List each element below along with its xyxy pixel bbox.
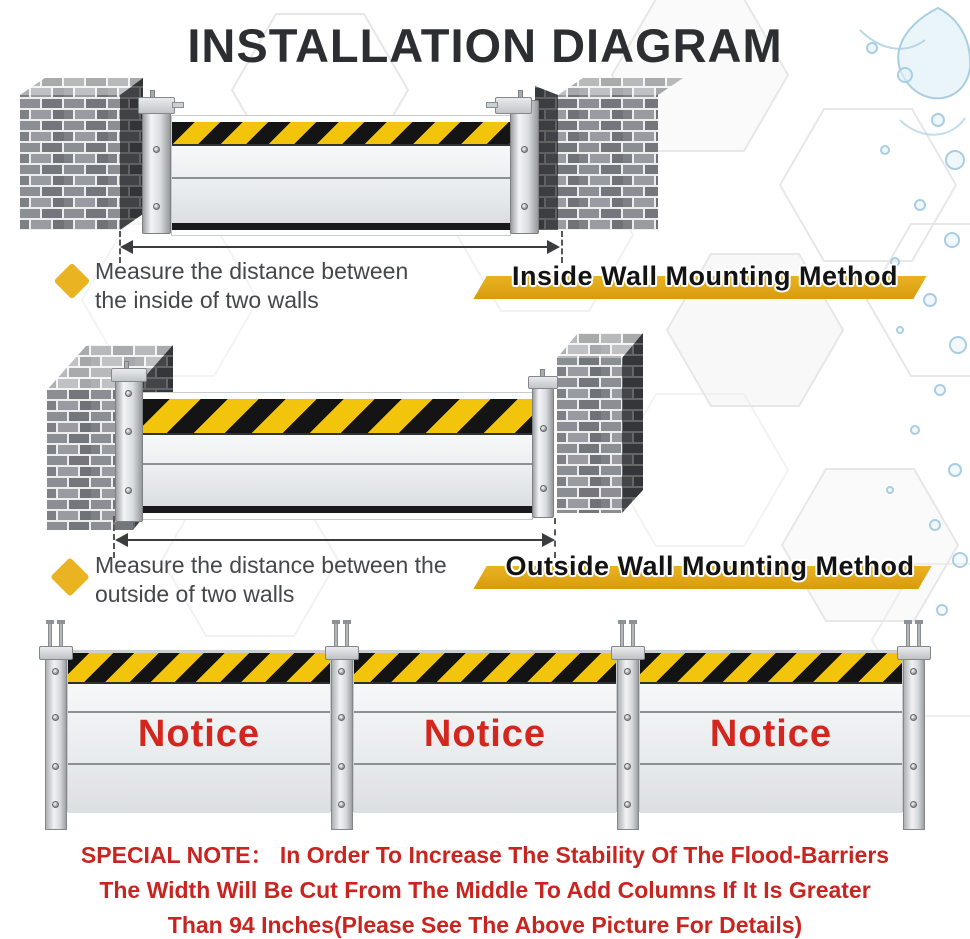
screw-icon: [52, 714, 59, 721]
stud-cap: [343, 620, 351, 624]
screw-icon: [910, 714, 917, 721]
rail-bracket: [138, 97, 175, 114]
measurement-arrow: [126, 539, 544, 541]
outside-caption: [95, 551, 447, 609]
screw-icon: [910, 763, 917, 770]
special-note-line: The Width Will Be Cut From The Middle To Add Columns If It Is Greater: [99, 877, 871, 903]
bracket-arm: [486, 102, 498, 108]
screw-icon: [338, 668, 345, 675]
stud-cap: [332, 620, 340, 624]
notice-panel: [639, 650, 903, 812]
board-seam: [68, 763, 330, 765]
screw-icon: [624, 801, 631, 808]
bracket-arm: [172, 102, 184, 108]
screw-icon: [910, 801, 917, 808]
notice-panel: [353, 650, 617, 812]
arrowhead-right-icon: [542, 533, 555, 547]
screw-icon: [624, 763, 631, 770]
hazard-stripe: [354, 651, 616, 684]
flood-barrier-panel: [142, 392, 533, 520]
screw-icon: [338, 714, 345, 721]
stud-cap: [629, 620, 637, 624]
screw-icon: [153, 203, 160, 210]
stud-cap: [904, 620, 912, 624]
mounting-rail: [142, 100, 171, 234]
post-flange: [39, 646, 73, 660]
notice-label: Notice: [423, 713, 547, 755]
screw-icon: [52, 668, 59, 675]
measurement-arrow: [131, 246, 549, 248]
mounting-rail: [510, 100, 539, 234]
caption-line: Measure the distance between the: [95, 552, 447, 578]
hazard-stripe: [68, 651, 330, 684]
rail-bracket: [495, 97, 532, 114]
screw-icon: [624, 668, 631, 675]
board-seam: [143, 463, 532, 465]
barrier-boards: [172, 146, 510, 223]
notice-label: Notice: [709, 713, 833, 755]
screw-icon: [52, 763, 59, 770]
screw-icon: [521, 203, 528, 210]
board-seam: [640, 763, 902, 765]
arrowhead-left-icon: [115, 533, 128, 547]
inside-banner-label: Inside Wall Mounting Method: [512, 261, 898, 291]
special-note: [0, 838, 970, 939]
stud-cap: [915, 620, 923, 624]
brick-pillar: [20, 76, 145, 234]
screw-icon: [125, 428, 132, 435]
board-seam: [354, 763, 616, 765]
mounting-rail: [532, 380, 554, 518]
stud-cap: [46, 620, 54, 624]
outside-banner-label: Outside Wall Mounting Method: [505, 551, 915, 581]
rail-bracket: [528, 376, 558, 389]
stud-cap: [57, 620, 65, 624]
special-note-line: SPECIAL NOTE： In Order To Increase The Stability Of The Flood-Barriers: [80, 842, 890, 868]
screw-icon: [624, 714, 631, 721]
screw-icon: [521, 146, 528, 153]
post-flange: [325, 646, 359, 660]
bottom-seal: [172, 223, 510, 230]
screw-icon: [910, 668, 917, 675]
screw-icon: [125, 487, 132, 494]
stud-cap: [618, 620, 626, 624]
caption-line: Measure the distance between: [95, 258, 409, 284]
screw-icon: [153, 146, 160, 153]
special-note-line: Than 94 Inches(Please See The Above Picture For Details): [167, 912, 803, 938]
inside-caption: [95, 257, 408, 315]
brick-pillar: [535, 76, 685, 234]
screw-icon: [540, 485, 547, 492]
screw-icon: [52, 801, 59, 808]
caption-line: outside of two walls: [95, 581, 295, 607]
notice-label: Notice: [137, 713, 261, 755]
barrier-boards: [143, 435, 532, 506]
arrowhead-right-icon: [547, 240, 560, 254]
rail-bracket: [111, 368, 147, 382]
hazard-stripe: [143, 399, 532, 435]
caption-line: the inside of two walls: [95, 287, 319, 313]
post-flange: [611, 646, 645, 660]
screw-icon: [338, 801, 345, 808]
screw-icon: [338, 763, 345, 770]
screw-icon: [540, 425, 547, 432]
flood-barrier-panel: [171, 115, 511, 236]
extension-line: [561, 231, 563, 263]
hazard-stripe: [640, 651, 902, 684]
brick-pillar: [557, 333, 643, 513]
page-title: INSTALLATION DIAGRAM: [187, 19, 783, 72]
notice-panel: [67, 650, 331, 812]
post-flange: [897, 646, 931, 660]
screw-icon: [125, 390, 132, 397]
bottom-seal: [143, 506, 532, 513]
arrowhead-left-icon: [120, 240, 133, 254]
hazard-stripe: [172, 122, 510, 146]
board-seam: [172, 177, 510, 179]
